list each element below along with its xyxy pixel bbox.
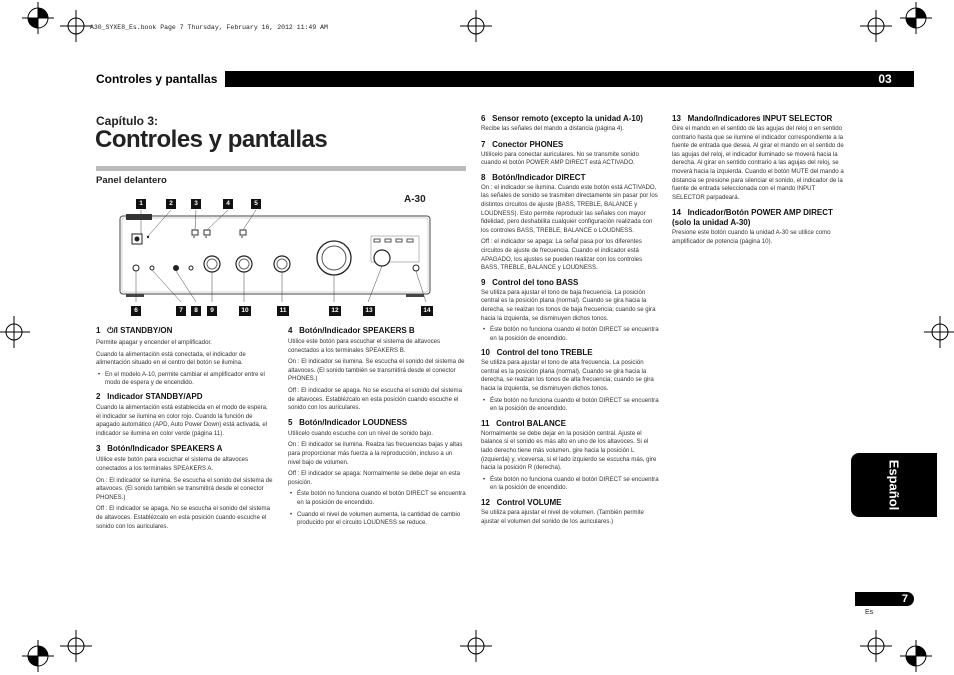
callout-10: 10 — [239, 306, 251, 316]
item-text: Off : El indicador se apaga: Normalmente se debe dejar en esta posición. — [288, 470, 460, 486]
page-language: Es — [865, 609, 874, 616]
item-text: Utilícelo cuando escuche con un nivel de sonido bajo. — [288, 429, 433, 437]
callout-6: 6 — [131, 306, 141, 316]
item-text: Utilícelo para conectar auriculares. No se transmite sonido cuando el botón POWER AMP DIRECT está ACTIVADO. — [481, 150, 639, 167]
item-heading: 8 Botón/Indicador DIRECT — [481, 172, 586, 182]
column-2 — [288, 326, 466, 531]
model-label: A-30 — [404, 194, 426, 205]
crop-mark-icon — [60, 630, 92, 662]
item-text: Gire el mando en el sentido de las agujas del reloj o en sentido contrario hasta que se ilumine el indicador correspondiente a la fuente de entrada que desea. Al girar el mando en el sentido de las agujas del reloj, el indicador iluminado se moverá hacia la derecha. Al girar en sentido contrario a las agujas del reloj, se moverá hacia la izquierda. Cuando el botón MUTE del mando a distancia se presione para silenciar el sonido, el indicador de la fuente de entrada seleccionada con el mando INPUT SELECTOR parpadeará. — [672, 125, 844, 201]
registration-mark-icon — [900, 640, 932, 672]
front-panel-illustration — [96, 190, 436, 318]
crop-mark-icon — [460, 630, 492, 662]
item-text: Se utiliza para ajustar el tono de alta frecuencia. La posición central es la posición plana (normal). Cuando se gira hacia la derecha, se realzan los tonos de alta frecuencia; cuando se gira hacia la izquierda, se disminuyen dichos tonos. — [481, 359, 654, 393]
callout-12: 12 — [329, 306, 341, 316]
registration-mark-icon — [22, 2, 54, 34]
item-text: Recibe las señales del mando a distancia (página 4). — [481, 125, 624, 132]
section-header-bar — [96, 71, 914, 87]
callout-4: 4 — [223, 199, 233, 209]
callout-8: 8 — [191, 306, 201, 316]
item-heading: 9 Control del tono BASS — [481, 277, 579, 287]
front-panel-diagram — [96, 190, 436, 318]
callout-13: 13 — [363, 306, 375, 316]
item-text: Permite apagar y encender el amplificador. — [96, 339, 212, 346]
callout-3: 3 — [191, 199, 201, 209]
item-text: Cuando la alimentación está conectada, el indicador de alimentación situado en el centro del botón se ilumina. — [96, 350, 246, 367]
item-heading: 2 Indicador STANDBY/APD — [96, 391, 203, 401]
crop-mark-icon — [924, 316, 954, 348]
bullet-item: • En el modelo A-10, permite cambiar el amplificador entre el modo de espera y de encendido. — [96, 371, 274, 388]
item-text: On : El indicador se ilumina. Se escucha el sonido del sistema de altavoces. (El sonido también se transmitirá desde el conector PHONES.) — [96, 476, 273, 501]
item-text: Off : el indicador se apaga: La señal pasa por los diferentes circuitos de ajuste de frecuencia. Cuando el indicador está APAGADO, los ajustes se pueden realizar con los controles BASS, TREBLE, BALANCE y LOUDNESS. — [481, 238, 643, 272]
item-heading: 4 Botón/Indicador SPEAKERS B — [288, 326, 415, 335]
bullet-item: • Éste botón no funciona cuando el botón DIRECT se encuentra en la posición de encendido. — [288, 490, 466, 507]
chapter-number-badge: 03 — [856, 71, 914, 87]
callout-11: 11 — [277, 306, 289, 316]
item-text: Off : El indicador se apaga. No se escucha el sonido del sistema de altavoces. Establézcalo en esta posición cuando escuche el sonido con los auriculares. — [288, 386, 462, 412]
crop-mark-icon — [60, 10, 92, 42]
chapter-label: Capítulo 3: — [96, 114, 158, 128]
callout-14: 14 — [421, 306, 433, 316]
crop-mark-icon — [460, 10, 492, 42]
item-text: Se utiliza para ajustar el nivel de volumen. (También permite ajustar el volumen del sonido de los auriculares.) — [481, 509, 644, 525]
item-text: On : El indicador se ilumina. Realza las frecuencias bajas y altas para proporcionar más fuerza a la reproducción, incluso a un nivel bajo de volumen. — [288, 441, 463, 466]
item-heading: 14 Indicador/Botón POWER AMP DIRECT (solo la unidad A-30) — [672, 208, 833, 228]
column-4 — [672, 114, 847, 250]
item-text: Off : El indicador se apaga. No se escucha el sonido del sistema de altavoces. Establézcalo en esta posición cuando escuche el sonido con los auriculares. — [96, 505, 270, 530]
crop-mark-icon — [860, 10, 892, 42]
item-heading: 1 ⏻/I STANDBY/ON — [96, 326, 173, 335]
page-title: Controles y pantallas — [95, 126, 328, 153]
column-3 — [481, 114, 659, 529]
language-tab: Español — [851, 453, 937, 517]
item-heading: 13 Mando/Indicadores INPUT SELECTOR — [672, 114, 833, 123]
item-text: Utilice este botón para escuchar el sistema de altavoces conectados a los terminales SPEAKERS A. — [96, 456, 249, 472]
crop-mark-icon — [860, 630, 892, 662]
column-1 — [96, 326, 274, 534]
item-heading: 3 Botón/Indicador SPEAKERS A — [96, 444, 223, 454]
item-heading: 12 Control VOLUME — [481, 498, 562, 507]
item-heading: 7 Conector PHONES — [481, 139, 564, 149]
bullet-item: • Éste botón no funciona cuando el botón DIRECT se encuentra en la posición de encendido. — [481, 326, 659, 343]
item-heading: 5 Botón/Indicador LOUDNESS — [288, 417, 408, 427]
callout-7: 7 — [176, 306, 186, 316]
item-heading: 11 Control BALANCE — [481, 418, 566, 428]
callout-1: 1 — [136, 199, 146, 209]
print-slug: A30_SYXE8_Es.book Page 7 Thursday, February 16, 2012 11:49 AM — [90, 24, 328, 31]
crop-mark-icon — [0, 316, 30, 348]
item-text: Presione este botón cuando la unidad A-30 se utilice como amplificador de potencia (página 10). — [672, 229, 831, 245]
bullet-item: • Éste botón no funciona cuando el botón DIRECT se encuentra en la posición de encendido. — [481, 397, 659, 414]
item-text: Normalmente se debe dejar en la posición central. Ajuste el balance si el sonido es más alto en uno de los altavoces. Si el lado derecho tiene más volumen, gire hacia la posición L (izquierda) y, viceversa, si el lado izquierdo se escucha más, gire hacia la posición R (derecha). — [481, 429, 657, 472]
section-divider — [96, 166, 466, 171]
item-text: Se utiliza para ajustar el tono de baja frecuencia. La posición central es la posición plana (normal). Cuando se gira hacia la derecha, se realzan los tonos de baja frecuencia; cuando se gira hacia la izquierda, se disminuyen dichos tonos. — [481, 288, 656, 322]
registration-mark-icon — [22, 640, 54, 672]
item-text: Cuando la alimentación está establecida en el modo de espera, el indicador se ilumina en color rojo. Cuando la función de apagado automático (APD, Auto Power Down) está activada, el indicador se ilumina en color verde (página 11). — [96, 403, 268, 437]
item-text: On : El indicador se ilumina. Se escucha el sonido del sistema de altavoces. (El sonido también se transmitirá desde el conector PHONES.) — [288, 358, 465, 383]
callout-9: 9 — [207, 306, 217, 316]
item-heading: 10 Control del tono TREBLE — [481, 348, 593, 358]
section-title: Controles y pantallas — [96, 71, 225, 87]
page-number: 7 — [855, 592, 914, 606]
item-text: On : el indicador se ilumina. Cuando este botón está ACTIVADO, las señales de sonido se trasmiten directamente sin pasar por los distintos circuitos de ajuste (BASS, TREBLE, BALANCE y LOUDNESS). Esto permite reproducir las señales con mayor fidelidad, pero deshabilita cualquier configuración realizada con los controles BASS, TREBLE, BALANCE o LOUDNESS. — [481, 183, 658, 234]
item-text: Utilice este botón para escuchar el sistema de altavoces conectados a los terminales SPEAKERS B. — [288, 338, 441, 354]
registration-mark-icon — [900, 2, 932, 34]
callout-5: 5 — [251, 199, 261, 209]
bullet-item: • Cuando el nivel de volumen aumenta, la cantidad de cambio producido por el circuito LOUDNESS se reduce. — [288, 511, 466, 528]
callout-2: 2 — [166, 199, 176, 209]
bullet-item: • Éste botón no funciona cuando el botón DIRECT se encuentra en la posición de encendido. — [481, 476, 659, 493]
item-heading: 6 Sensor remoto (excepto la unidad A-10) — [481, 114, 643, 123]
section-heading: Panel delantero — [96, 175, 167, 186]
